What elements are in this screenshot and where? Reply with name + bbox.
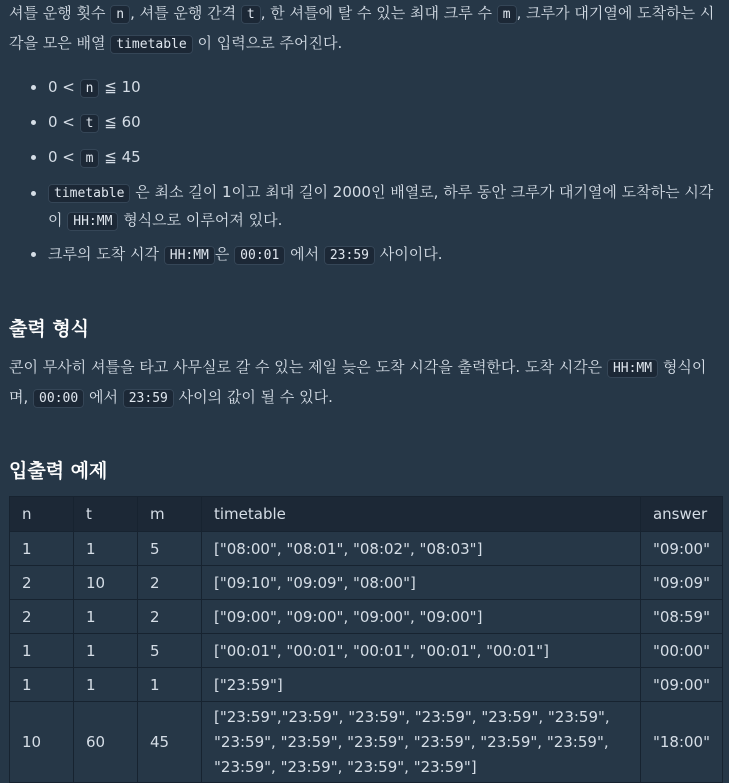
bullet-icon	[31, 155, 36, 160]
table-row	[10, 702, 723, 783]
constraint-item	[9, 73, 720, 103]
table-header-row	[10, 497, 723, 532]
intro-text: , 크루가 대기열에 도착하는 시각을 모은 배열	[9, 4, 715, 52]
bullet-icon	[31, 252, 36, 257]
cell-m: 5	[138, 532, 202, 566]
inline-code: 23:59	[123, 389, 174, 408]
inline-code: timetable	[48, 184, 130, 203]
cell-timetable: ["23:59"]	[202, 668, 641, 702]
cell-m: 2	[138, 600, 202, 634]
inline-code: 00:00	[33, 389, 84, 408]
constraint-text: ≦ 60	[99, 113, 141, 131]
cell-answer: "09:09"	[640, 566, 722, 600]
output-format-heading: 출력 형식	[9, 318, 90, 340]
cell-n: 1	[10, 532, 74, 566]
cell-m: 45	[138, 702, 202, 783]
cell-answer: "00:00"	[640, 634, 722, 668]
constraint-text: ≦ 45	[99, 148, 141, 166]
inline-code-timetable: timetable	[110, 35, 192, 54]
cell-n: 1	[10, 634, 74, 668]
cell-answer: "18:00"	[640, 702, 722, 783]
cell-timetable	[202, 702, 641, 783]
intro-text: , 셔틀 운행 간격	[130, 4, 237, 22]
intro-text: , 한 셔틀에 탈 수 있는 최대 크루 수	[260, 4, 493, 22]
inline-code: n	[80, 79, 100, 98]
cell-m: 1	[138, 668, 202, 702]
table-row	[10, 532, 723, 566]
column-header-timetable: timetable	[202, 497, 641, 532]
constraint-text: 에서	[290, 245, 320, 263]
inline-code-m: m	[497, 5, 517, 24]
table-row	[10, 634, 723, 668]
constraint-item	[9, 179, 720, 235]
constraint-text: 0 <	[48, 78, 80, 96]
bullet-icon	[31, 85, 36, 90]
cell-t: 1	[74, 668, 138, 702]
cell-m: 5	[138, 634, 202, 668]
column-header-m: m	[138, 497, 202, 532]
cell-timetable: ["00:01", "00:01", "00:01", "00:01", "00:01"]	[202, 634, 641, 668]
cell-n: 10	[10, 702, 74, 783]
intro-paragraph	[9, 0, 720, 59]
cell-t: 10	[74, 566, 138, 600]
constraint-text: 0 <	[48, 113, 80, 131]
column-header-n: n	[10, 497, 74, 532]
timetable-line: "23:59", "23:59", "23:59", "23:59", "23:59", "23:59",	[214, 732, 609, 751]
bullet-icon	[31, 191, 36, 196]
constraint-text: ≦ 10	[99, 78, 141, 96]
inline-code-n: n	[110, 5, 130, 24]
examples-table	[9, 496, 723, 783]
inline-code: 23:59	[324, 246, 375, 265]
constraint-item	[9, 108, 720, 138]
table-row	[10, 600, 723, 634]
output-text: 에서	[88, 388, 118, 406]
timetable-line: ["23:59","23:59", "23:59", "23:59", "23:59", "23:59",	[214, 707, 610, 726]
cell-answer: "08:59"	[640, 600, 722, 634]
constraint-text: 형식으로 이루어져 있다.	[123, 211, 283, 229]
inline-code-t: t	[241, 5, 261, 24]
cell-n: 2	[10, 566, 74, 600]
inline-code: 00:01	[234, 246, 285, 265]
cell-n: 2	[10, 600, 74, 634]
column-header-t: t	[74, 497, 138, 532]
constraint-text: 은	[214, 245, 230, 263]
cell-timetable: ["09:00", "09:00", "09:00", "09:00"]	[202, 600, 641, 634]
output-text: 사이의 값이 될 수 있다.	[178, 388, 333, 406]
constraints-list	[9, 73, 720, 270]
bullet-icon	[31, 120, 36, 125]
intro-text: 셔틀 운행 횟수	[9, 4, 106, 22]
cell-answer: "09:00"	[640, 532, 722, 566]
column-header-answer: answer	[640, 497, 722, 532]
constraint-text: 은 최소 길이 1이고 최대 길이 2000인 배열로, 하루 동안 크루가 대기열에 도착하는 시각이	[48, 183, 714, 229]
examples-heading: 입출력 예제	[9, 460, 108, 482]
cell-t: 1	[74, 532, 138, 566]
cell-answer: "09:00"	[640, 668, 722, 702]
constraint-text: 사이이다.	[379, 245, 443, 263]
inline-code: m	[80, 149, 100, 168]
cell-m: 2	[138, 566, 202, 600]
table-row	[10, 668, 723, 702]
constraint-text: 0 <	[48, 148, 80, 166]
output-format-paragraph	[9, 353, 720, 413]
timetable-line: "23:59", "23:59", "23:59", "23:59"]	[214, 757, 477, 776]
inline-code: HH:MM	[607, 359, 658, 378]
inline-code: HH:MM	[164, 246, 215, 265]
cell-timetable: ["09:10", "09:09", "08:00"]	[202, 566, 641, 600]
cell-t: 1	[74, 600, 138, 634]
output-text: 형식이며,	[9, 358, 707, 406]
constraint-item	[9, 143, 720, 173]
cell-t: 1	[74, 634, 138, 668]
cell-n: 1	[10, 668, 74, 702]
constraint-item	[9, 240, 720, 270]
cell-timetable: ["08:00", "08:01", "08:02", "08:03"]	[202, 532, 641, 566]
output-text: 콘이 무사히 셔틀을 타고 사무실로 갈 수 있는 제일 늦은 도착 시각을 출력한다. 도착 시각은	[9, 358, 603, 376]
intro-text: 이 입력으로 주어진다.	[197, 34, 343, 52]
inline-code: t	[80, 114, 100, 133]
inline-code: HH:MM	[67, 212, 118, 231]
cell-t: 60	[74, 702, 138, 783]
constraint-text: 크루의 도착 시각	[48, 245, 159, 263]
table-row	[10, 566, 723, 600]
